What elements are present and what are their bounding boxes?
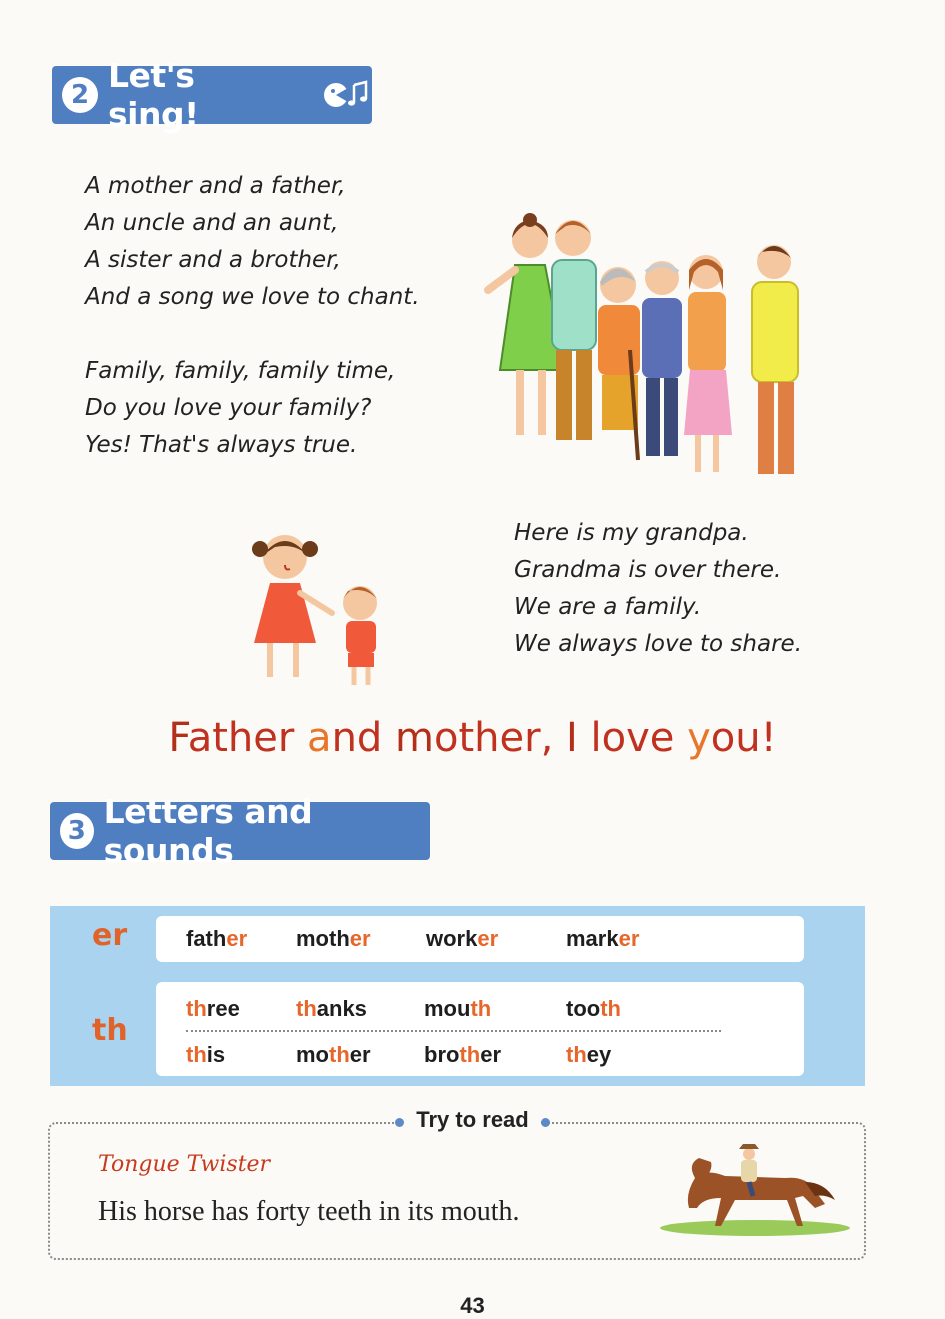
- headline-part: y: [687, 715, 711, 761]
- song-line: Family, family, family time,: [85, 358, 396, 384]
- song-verse-right: [514, 515, 802, 663]
- word-th: tooth: [566, 996, 621, 1021]
- headline-part: love: [577, 715, 688, 761]
- horse-rider-illustration: [655, 1138, 855, 1238]
- word-th: three: [186, 996, 240, 1021]
- headline-part: F: [168, 715, 188, 761]
- word-er: worker: [426, 926, 499, 951]
- bullet-dot-icon: [395, 1118, 404, 1127]
- section-2-header: [52, 56, 372, 134]
- sound-label-er: er: [92, 918, 128, 953]
- headline-part: a: [307, 715, 332, 761]
- song-line: And a song we love to chant.: [85, 284, 420, 310]
- song-line: A mother and a father,: [85, 173, 346, 199]
- song-line: Here is my grandpa.: [514, 520, 749, 546]
- row-divider: [186, 1030, 721, 1032]
- sound-label-th: th: [92, 1013, 128, 1048]
- song-line: We are a family.: [514, 594, 702, 620]
- singing-music-icon: [322, 77, 372, 113]
- section-number: 2: [62, 77, 98, 113]
- song-verses-left: [85, 168, 420, 464]
- word-th: this: [186, 1042, 226, 1067]
- section-title: Letters and sounds: [103, 792, 313, 870]
- song-line: Yes! That's always true.: [85, 432, 358, 458]
- headline-part: nd: [331, 715, 396, 761]
- try-to-read-label: Try to read: [404, 1107, 540, 1133]
- tongue-twister-label: Tongue Twister: [98, 1152, 271, 1177]
- song-line: Grandma is over there.: [514, 557, 782, 583]
- word-th: mouth: [424, 996, 492, 1021]
- children-illustration: [250, 525, 400, 695]
- page-number: 43: [460, 1293, 485, 1318]
- section-3-header: [50, 792, 430, 870]
- try-to-read-title: [0, 1107, 945, 1133]
- word-th: brother: [424, 1042, 502, 1067]
- tongue-twister-text: His horse has forty teeth in its mouth.: [98, 1196, 520, 1227]
- section-title: Let's sing!: [108, 56, 199, 134]
- bullet-dot-icon: [541, 1118, 550, 1127]
- word-er: marker: [566, 926, 640, 951]
- word-er: mother: [296, 926, 371, 951]
- song-line: A sister and a brother,: [85, 247, 341, 273]
- word-th: mother: [296, 1042, 371, 1067]
- headline-part: m: [395, 715, 434, 761]
- song-line: An uncle and an aunt,: [85, 210, 339, 236]
- family-illustration: [470, 210, 810, 490]
- song-line: We always love to share.: [514, 631, 803, 657]
- word-er: father: [186, 926, 248, 951]
- headline-sentence: [0, 715, 945, 761]
- headline-part: ather: [187, 715, 308, 761]
- headline-part: other,: [434, 715, 566, 761]
- headline-part: ou!: [710, 715, 777, 761]
- headline-part: I: [566, 715, 578, 761]
- word-th: they: [566, 1042, 612, 1067]
- word-th: thanks: [296, 996, 367, 1021]
- song-line: Do you love your family?: [85, 395, 372, 421]
- section-number: 3: [60, 813, 94, 849]
